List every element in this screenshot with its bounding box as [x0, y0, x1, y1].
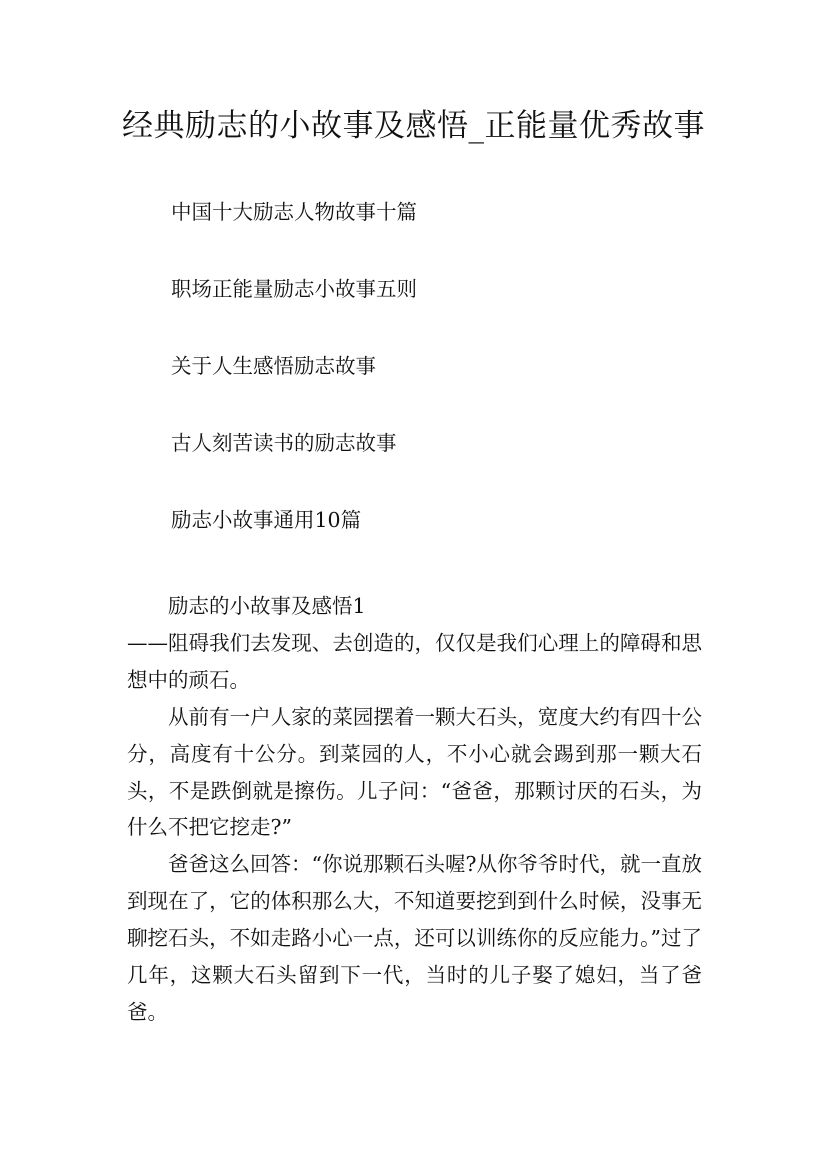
paragraph: 从前有一户人家的菜园摆着一颗大石头，宽度大约有四十公分，高度有十公分。到菜园的人，不小心就会踢到那一颗大石头，不是跌倒就是擦伤。儿子问：“爸爸，那颗讨厌的石头，为什么不把它挖走?” [127, 704, 702, 840]
toc-item: 励志小故事通用10篇 [171, 508, 362, 532]
toc-item: 职场正能量励志小故事五则 [171, 277, 417, 301]
section-heading: 励志的小故事及感悟1 [168, 594, 366, 618]
story-content [127, 588, 702, 1031]
toc-list [171, 200, 417, 585]
toc-item: 古人刻苦读书的励志故事 [171, 431, 397, 455]
document-title: 经典励志的小故事及感悟_正能量优秀故事 [122, 108, 705, 144]
toc-item: 中国十大励志人物故事十篇 [171, 200, 417, 224]
paragraph: 爸爸这么回答：“你说那颗石头喔?从你爷爷时代，就一直放到现在了，它的体积那么大，不知道要挖到到什么时候，没事无聊挖石头，不如走路小心一点，还可以训练你的反应能力。”过了几年，这颗大石头留到下一代，当时的儿子娶了媳妇，当了爸爸。 [127, 852, 702, 1024]
paragraph: ——阻碍我们去发现、去创造的，仅仅是我们心理上的障碍和思想中的顽石。 [127, 630, 702, 692]
toc-item: 关于人生感悟励志故事 [171, 354, 376, 378]
